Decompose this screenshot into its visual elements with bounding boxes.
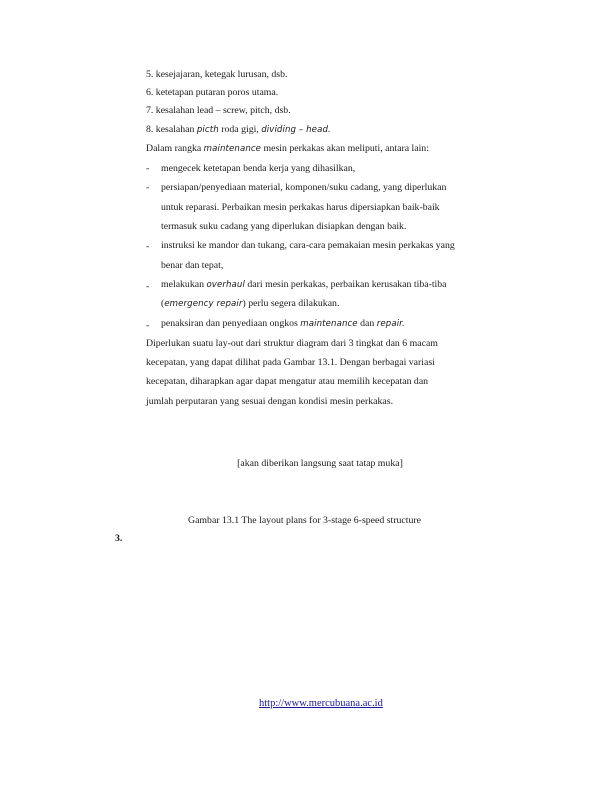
bullet-dash: - xyxy=(146,182,150,193)
text-run: dari mesin perkakas, perbaikan kerusakan tiba-tiba xyxy=(244,279,447,290)
intro-line xyxy=(146,143,429,155)
bullet-5 xyxy=(161,318,405,330)
list-item-6: 6. ketetapan putaran poros utama. xyxy=(146,87,279,98)
italic-term: maintenance xyxy=(203,144,262,154)
footer-url-link[interactable]: http://www.mercubuana.ac.id xyxy=(259,698,383,709)
bullet-dash: - xyxy=(146,163,150,174)
italic-term: dividing – head. xyxy=(261,125,331,135)
italic-term: repair. xyxy=(376,319,405,329)
text-run: Dalam rangka xyxy=(146,143,204,154)
text-run: ) perlu segera dilakukan. xyxy=(242,298,340,309)
list-item-5: 5. kesejajaran, ketegak lurusan, dsb. xyxy=(146,69,288,80)
list-item-8 xyxy=(146,124,331,136)
italic-term: maintenance xyxy=(300,319,358,329)
italic-term: overhaul xyxy=(206,280,245,290)
italic-term: picth xyxy=(196,125,219,135)
bullet-2-line-1: persiapan/penyediaan material, komponen/suku cadang, yang diperlukan xyxy=(161,182,447,193)
text-run: penaksiran dan penyediaan ongkos xyxy=(161,318,301,329)
paragraph-line-1: Diperlukan suatu lay-out dari struktur diagram dari 3 tingkat dan 6 macam xyxy=(146,338,438,349)
figure-placeholder: [akan diberikan langsung saat tatap muka] xyxy=(237,458,403,469)
bullet-2-line-3: termasuk suku cadang yang diperlukan disiapkan dengan baik. xyxy=(161,221,407,232)
bullet-dash: - xyxy=(146,320,150,331)
bullet-4-line-1 xyxy=(161,279,447,291)
paragraph-line-2: kecepatan, yang dapat dilihat pada Gambar 13.1. Dengan berbagai variasi xyxy=(146,357,435,368)
bullet-2-line-2: untuk reparasi. Perbaikan mesin perkakas harus dipersiapkan baik-baik xyxy=(161,202,440,213)
bullet-3-line-2: benar dan tepat, xyxy=(161,260,224,271)
text-run: 8. kesalahan xyxy=(146,124,197,135)
text-run: ( xyxy=(161,298,165,309)
text-run: melakukan xyxy=(161,279,207,290)
footer-link-wrap xyxy=(259,698,383,710)
bullet-dash: - xyxy=(146,281,150,292)
bullet-3-line-1: instruksi ke mandor dan tukang, cara-cara pemakaian mesin perkakas yang xyxy=(161,240,455,251)
text-run: dan xyxy=(357,318,377,329)
paragraph-line-3: kecepatan, diharapkan agar dapat mengatur atau memilih kecepatan dan xyxy=(146,376,429,387)
section-number: 3. xyxy=(115,533,123,544)
text-run: mesin perkakas akan meliputi, antara lain: xyxy=(261,143,429,154)
list-item-7: 7. kesalahan lead – screw, pitch, dsb. xyxy=(146,105,291,116)
figure-caption: Gambar 13.1 The layout plans for 3-stage 6-speed structure xyxy=(188,515,421,526)
bullet-4-line-2 xyxy=(161,298,339,310)
text-run: roda gigi, xyxy=(218,124,262,135)
bullet-dash: - xyxy=(146,241,150,252)
italic-term: emergency repair xyxy=(164,299,243,309)
paragraph-line-4: jumlah perputaran yang sesuai dengan kondisi mesin perkakas. xyxy=(146,396,394,407)
bullet-1: mengecek ketetapan benda kerja yang dihasilkan, xyxy=(161,163,356,174)
